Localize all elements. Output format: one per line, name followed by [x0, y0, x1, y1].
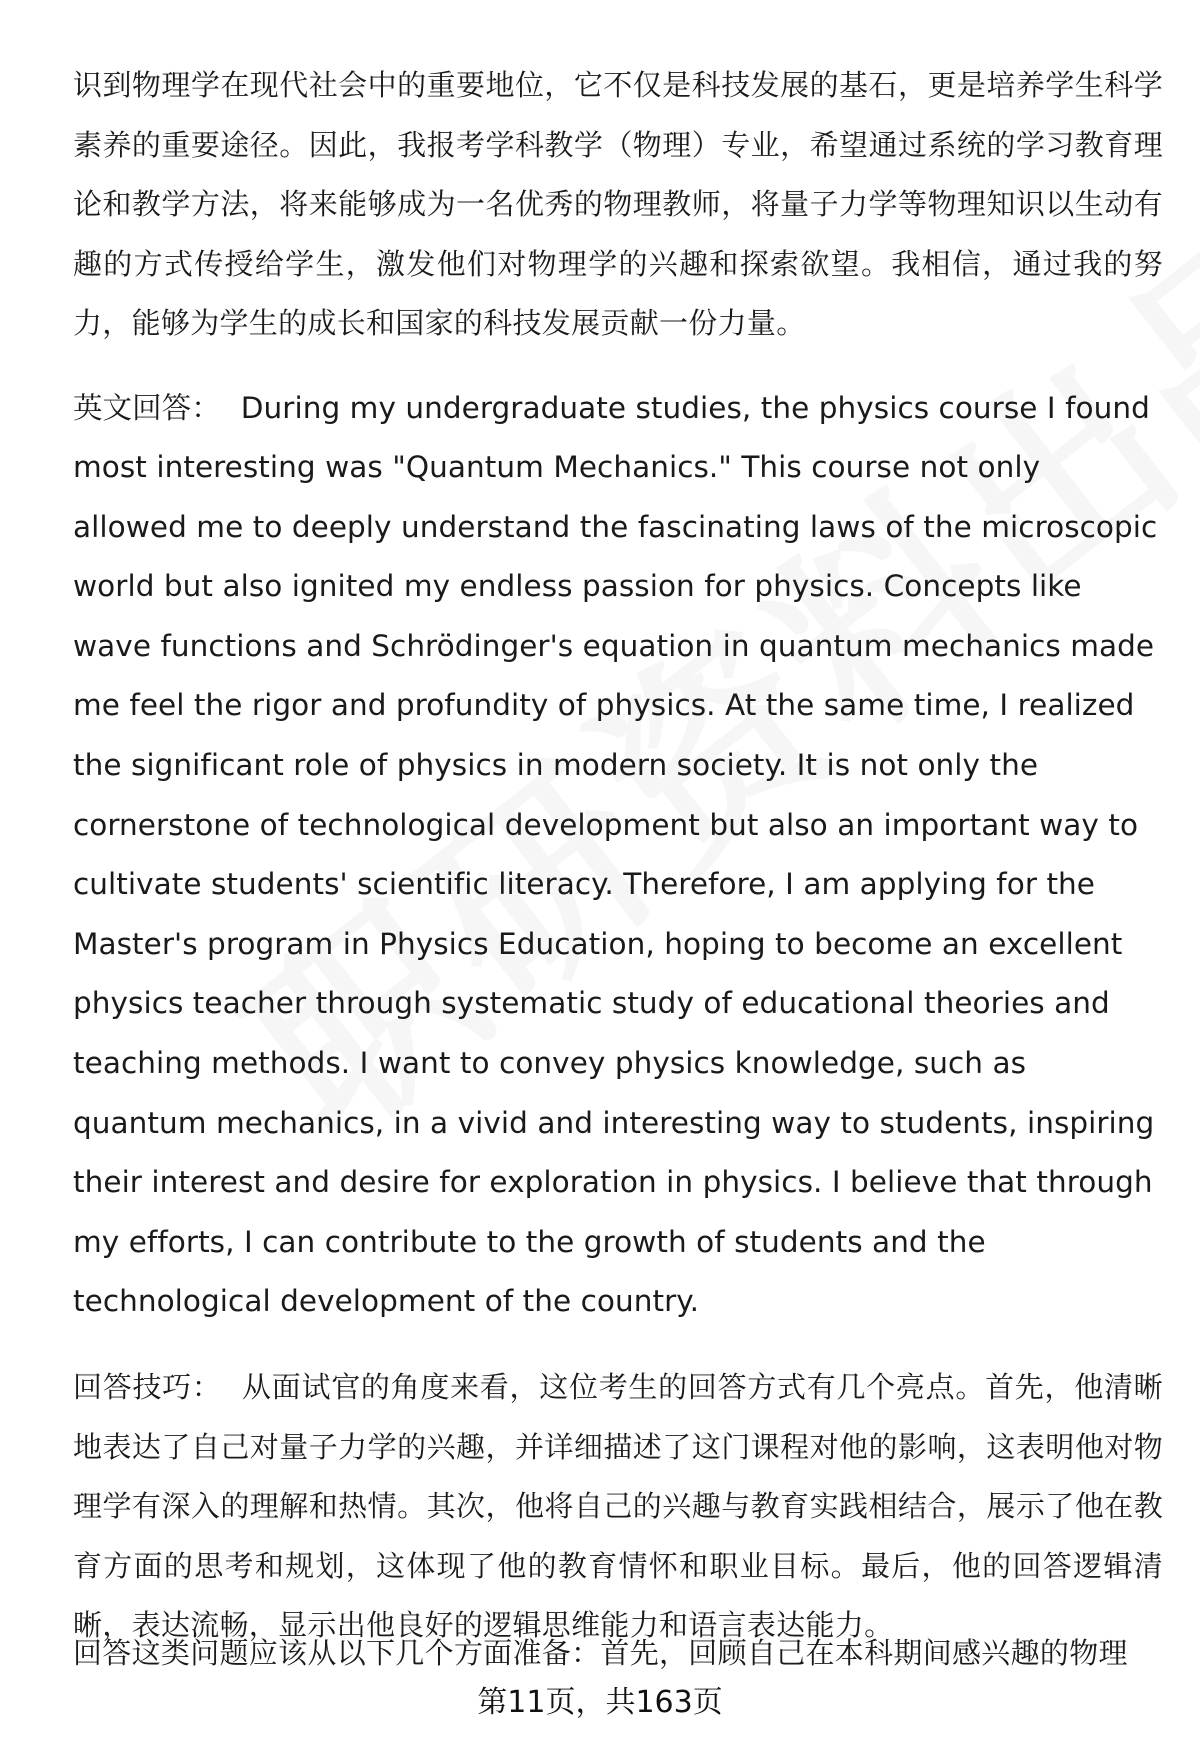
- answer-tips-paragraph: [73, 1358, 1163, 1656]
- answer-tips-label: 回答技巧：: [73, 1370, 222, 1404]
- answer-tips-text: 从面试官的角度来看，这位考生的回答方式有几个亮点。首先，他清晰地表达了自己对量子力学的兴趣，并详细描述了这门课程对他的影响，这表明他对物理学有深入的理解和热情。其次，他将自己的兴趣与教育实践相结合，展示了他在教育方面的思考和规划，这体现了他的教育情怀和职业目标。最后，他的回答逻辑清晰，表达流畅，显示出他良好的逻辑思维能力和语言表达能力。: [73, 1370, 1163, 1642]
- english-answer-label: 英文回答：: [73, 390, 221, 425]
- preparation-paragraph: 回答这类问题应该从以下几个方面准备：首先，回顾自己在本科期间感兴趣的物理: [73, 1636, 1128, 1670]
- document-page: [73, 56, 1163, 1656]
- paragraph-spacer: [73, 354, 1163, 379]
- english-answer-text: During my undergraduate studies, the physics course I found most interesting was "Quantum Mechanics." This course not only allowed me to deeply understand the fascinating laws of the microscopic world but also ignited my endless passion for physics. Concepts like wave functions and Schrödinger's equation in quantum mechanics made me feel the rigor and profundity of physics. At the same time, I realized the significant role of physics in modern society. It is not only the cornerstone of technological development but also an important way to cultivate students' scientific literacy. Therefore, I am applying for the Master's program in Physics Education, hoping to become an excellent physics teacher through systematic study of educational theories and teaching methods. I want to convey physics knowledge, such as quantum mechanics, in a vivid and interesting way to students, inspiring their interest and desire for exploration in physics. I believe that through my efforts, I can contribute to the growth of students and the technological development of the country.: [73, 390, 1158, 1319]
- page-indicator: 第11页，共163页: [477, 1685, 723, 1720]
- paragraph-spacer: [73, 1332, 1163, 1358]
- english-answer-paragraph: [73, 379, 1163, 1333]
- chinese-answer-paragraph: 识到物理学在现代社会中的重要地位，它不仅是科技发展的基石，更是培养学生科学素养的重要途径。因此，我报考学科教学（物理）专业，希望通过系统的学习教育理论和教学方法，将来能够成为一名优秀的物理教师，将量子力学等物理知识以生动有趣的方式传授给学生，激发他们对物理学的兴趣和探索欲望。我相信，通过我的努力，能够为学生的成长和国家的科技发展贡献一份力量。: [73, 68, 1163, 340]
